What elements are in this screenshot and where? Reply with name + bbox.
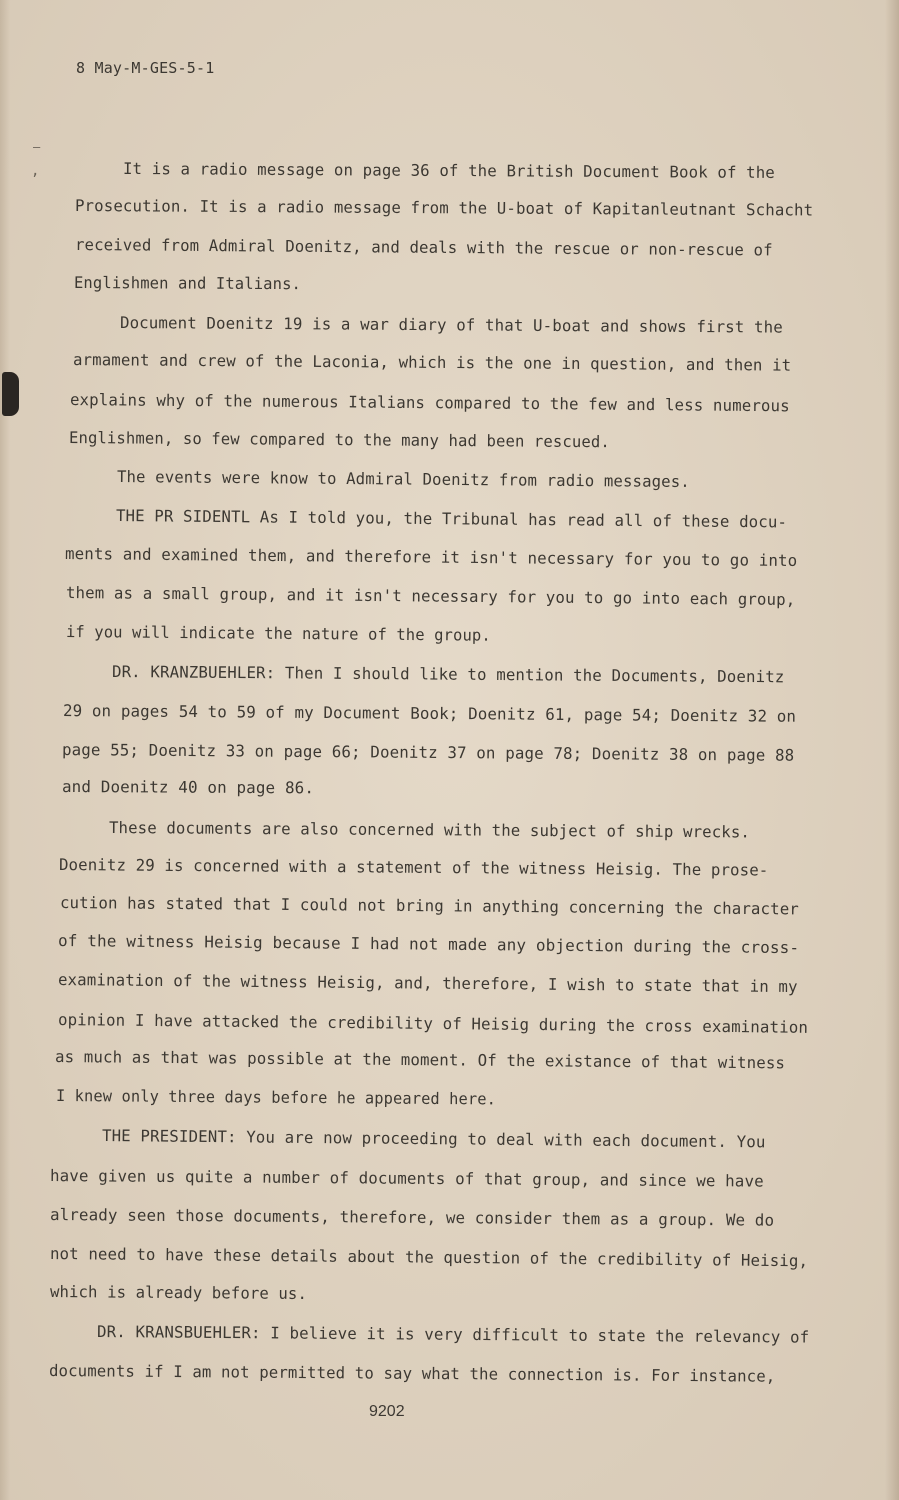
transcript-line: Prosecution. It is a radio message from the U-boat of Kapitanleutnant Schacht	[74, 196, 814, 220]
transcript-line: ments and examined them, and therefore it isn't necessary for you to go into	[64, 544, 798, 571]
transcript-line: These documents are also concerned with the subject of ship wrecks.	[108, 818, 751, 842]
transcript-line: I knew only three days before he appeared here.	[55, 1086, 497, 1109]
transcript-line: which is already before us.	[49, 1282, 308, 1304]
document-reference: 8 May-M-GES-5-1	[76, 59, 215, 77]
transcript-line: Englishmen, so few compared to the many had been rescued.	[68, 428, 610, 452]
transcript-line: not need to have these details about the question of the credibility of Heisig,	[49, 1244, 809, 1271]
transcript-line: as much as that was possible at the moment. Of the existance of that witness	[54, 1047, 786, 1073]
transcript-line: THE PR SIDENTL As I told you, the Tribunal has read all of these docu-	[115, 506, 788, 532]
transcript-line: The events were know to Admiral Doenitz from radio messages.	[116, 467, 690, 491]
transcript-line: received from Admiral Doenitz, and deals with the rescue or non-rescue of	[74, 235, 773, 260]
transcript-line: them as a small group, and it isn't necessary for you to go into each group,	[65, 583, 796, 610]
margin-tick-mark: –	[33, 140, 41, 154]
transcript-line: Doenitz 29 is concerned with a statement of the witness Heisig. The prose-	[58, 855, 769, 880]
transcript-line: examination of the witness Heisig, and, therefore, I wish to state that in my	[57, 970, 798, 997]
page-edge-shadow-right	[885, 0, 899, 1500]
transcript-line: documents if I am not permitted to say what the connection is. For instance,	[48, 1361, 776, 1386]
transcript-line: Document Doenitz 19 is a war diary of that U-boat and shows first the	[119, 313, 783, 337]
transcript-line: Englishmen and Italians.	[73, 273, 302, 294]
transcript-line: if you will indicate the nature of the group.	[65, 622, 491, 645]
transcript-line: explains why of the numerous Italians compared to the few and less numerous	[69, 390, 790, 416]
transcript-line: of the witness Heisig because I had not made any objection during the cross-	[57, 931, 800, 958]
transcript-line: and Doenitz 40 on page 86.	[61, 777, 315, 798]
transcript-line: already seen those documents, therefore, we consider them as a group. We do	[49, 1205, 775, 1230]
transcript-line: have given us quite a number of documents of that group, and since we have	[49, 1166, 764, 1191]
transcript-line: 29 on pages 54 to 59 of my Document Book; Doenitz 61, page 54; Doenitz 32 on	[62, 701, 797, 726]
transcript-line: DR. KRANSBUEHLER: I believe it is very difficult to state the relevancy of	[96, 1322, 810, 1347]
page-edge-shadow-left	[0, 0, 10, 1500]
transcript-line: page 55; Doenitz 33 on page 66; Doenitz 37 on page 78; Doenitz 38 on page 88	[61, 740, 795, 765]
page-number: 9202	[369, 1403, 405, 1420]
transcript-line: opinion I have attacked the credibility of Heisig during the cross examination	[57, 1010, 809, 1037]
transcript-line: DR. KRANZBUEHLER: Then I should like to mention the Documents, Doenitz	[111, 662, 785, 687]
transcript-line: THE PRESIDENT: You are now proceeding to deal with each document. You	[101, 1126, 766, 1152]
transcript-line: armament and crew of the Laconia, which is the one in question, and then it	[72, 350, 792, 375]
transcript-line: cution has stated that I could not bring in anything concerning the character	[59, 893, 800, 919]
binding-hole-mark	[2, 372, 19, 416]
transcript-line: It is a radio message on page 36 of the British Document Book of the	[122, 159, 775, 182]
margin-tick-mark: ,	[31, 163, 40, 179]
